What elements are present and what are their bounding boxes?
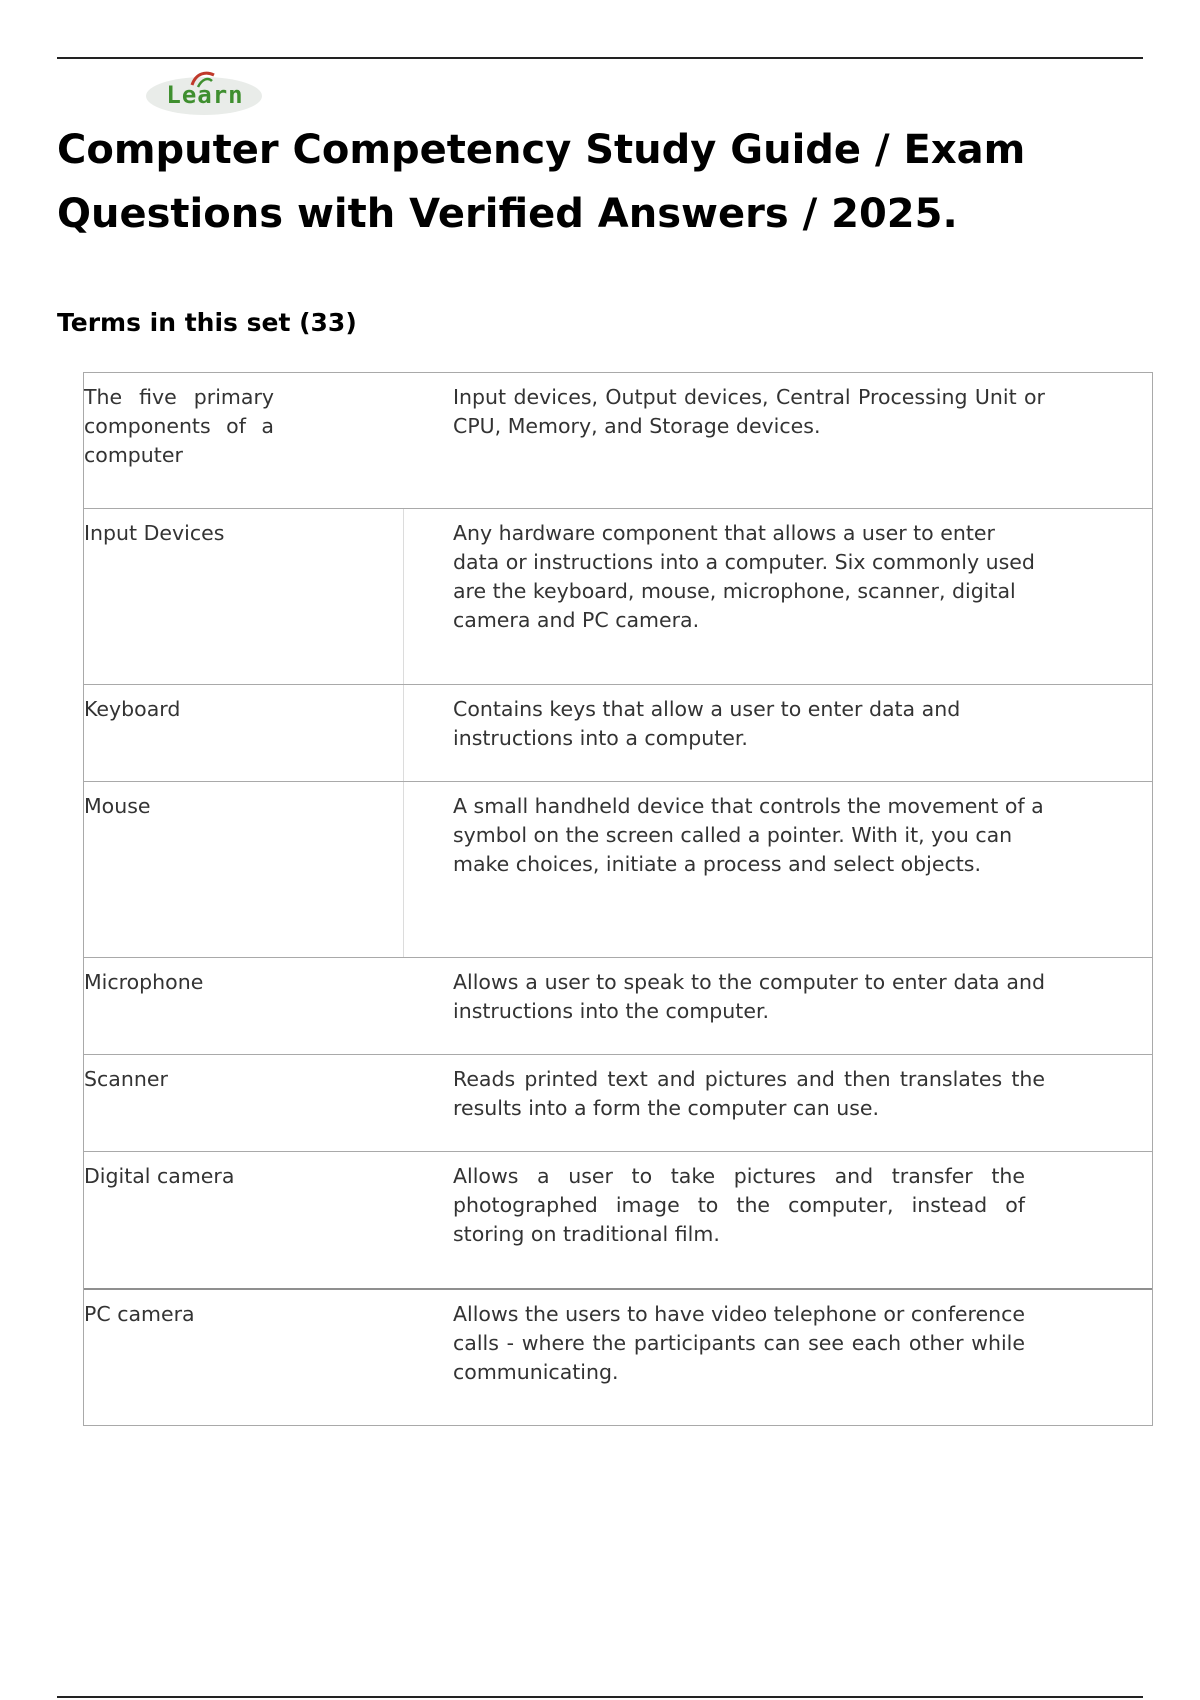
term-cell: Scanner [84, 1067, 168, 1091]
column-divider [403, 509, 404, 684]
definition-cell: Any hardware component that allows a user to enter data or instructions into a computer. Six commonly used are the keyboard, mouse, microphone, scanner, digital camera and PC camera. [453, 521, 1035, 632]
definition-cell: Allows a user to take pictures and transfer the photographed image to the computer, instead of storing on traditional film. [453, 1164, 1025, 1246]
term-cell: Mouse [84, 794, 151, 818]
learn-logo [146, 71, 266, 117]
term-row [84, 1288, 1152, 1425]
terms-table [83, 372, 1153, 1426]
term-row [84, 1054, 1152, 1151]
term-cell: Keyboard [84, 697, 181, 721]
document-title: Computer Competency Study Guide / Exam Questions with Verified Answers / 2025. [57, 127, 1026, 237]
term-cell: Digital camera [84, 1164, 235, 1188]
term-cell: Input Devices [84, 521, 225, 545]
column-divider [403, 782, 404, 957]
definition-cell: Allows the users to have video telephone or conference calls - where the participants can see each other while communicating. [453, 1302, 1025, 1384]
definition-cell: Contains keys that allow a user to enter data and instructions into a computer. [453, 697, 961, 750]
terms-heading: Terms in this set (33) [57, 308, 357, 337]
term-row [84, 1151, 1152, 1288]
term-row [84, 508, 1152, 684]
term-cell: Microphone [84, 970, 204, 994]
term-row [84, 957, 1152, 1054]
term-cell: The five primary components of a computer [84, 385, 274, 467]
logo-text: Learn [166, 81, 244, 109]
term-row [84, 781, 1152, 957]
term-row [84, 373, 1152, 508]
column-divider [403, 685, 404, 781]
definition-cell: A small handheld device that controls the movement of a symbol on the screen called a pointer. With it, you can make choices, initiate a process and select objects. [453, 794, 1044, 876]
definition-cell: Allows a user to speak to the computer to enter data and instructions into the computer. [453, 970, 1045, 1023]
term-row [84, 684, 1152, 781]
term-cell: PC camera [84, 1302, 195, 1326]
definition-cell: Input devices, Output devices, Central Processing Unit or CPU, Memory, and Storage devices. [453, 385, 1045, 438]
top-rule [57, 57, 1143, 59]
definition-cell: Reads printed text and pictures and then translates the results into a form the computer can use. [453, 1067, 1045, 1120]
bottom-rule [57, 1696, 1143, 1698]
